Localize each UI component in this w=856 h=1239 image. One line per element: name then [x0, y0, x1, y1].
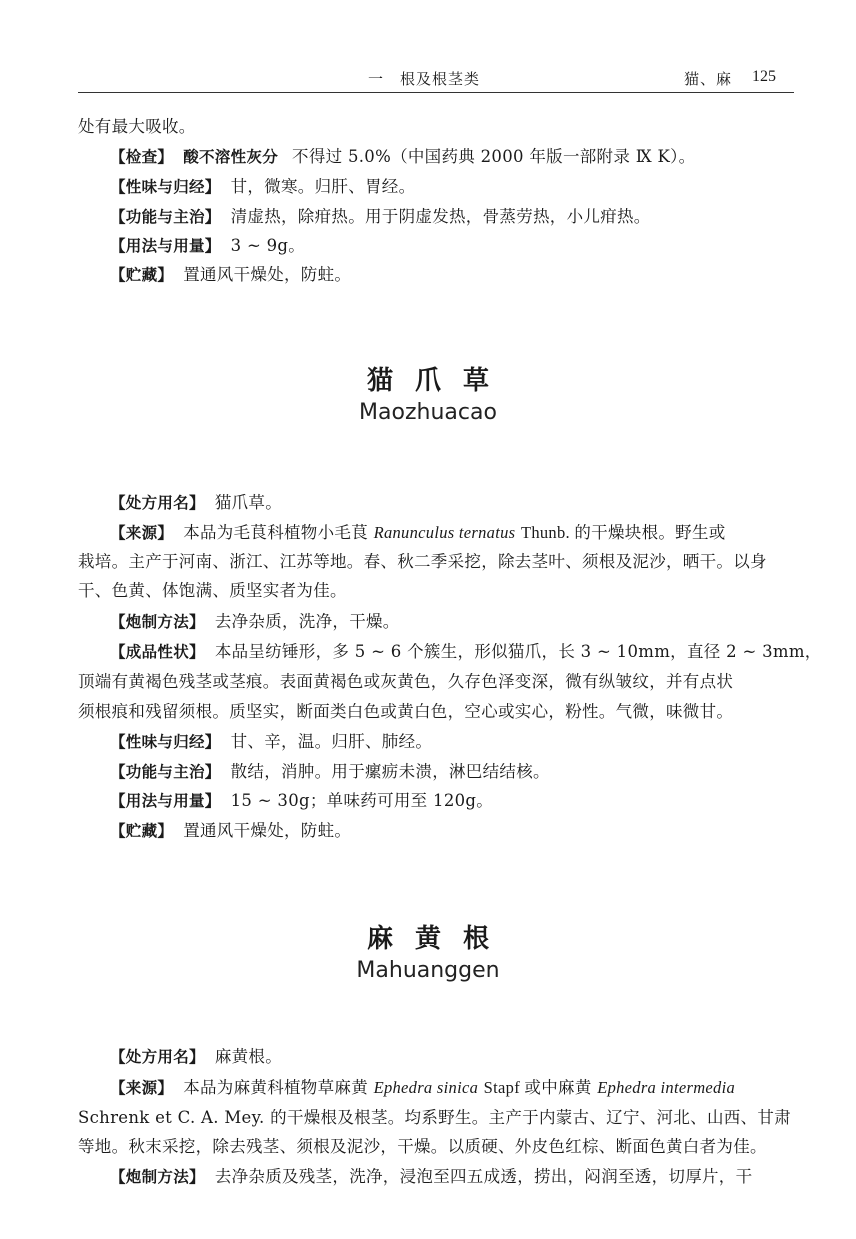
- entry2-proc: [110, 1167, 794, 1187]
- rx-text: 猫爪草。: [214, 493, 283, 512]
- taste-text: 甘、辛，温。归肝、肺经。: [230, 732, 433, 751]
- entry2-rx: [110, 1047, 794, 1067]
- entry1-src: [110, 523, 794, 543]
- proc-text: 去净杂质及残茎，洗净，浸泡至四五成透，捞出，闷润至透，切厚片，干: [214, 1167, 753, 1186]
- func-text: 清虚热，除疳热。用于阴虚发热，骨蒸劳热，小儿疳热。: [230, 207, 651, 226]
- src-latin-1: Ephedra sinica: [373, 1078, 479, 1097]
- src-text-a: 本品为麻黄科植物草麻黄: [183, 1078, 369, 1097]
- entry1-rx: [110, 493, 794, 513]
- entry1-prop-line3: 须根痕和残留须根。质坚实，断面类白色或黄白色，空心或实心，粉性。气微，味微甘。: [78, 702, 734, 721]
- entry2-src: [110, 1078, 794, 1098]
- entry1-dose: [110, 791, 794, 811]
- entry1-src-line2: 栽培。主产于河南、浙江、江苏等地。春、秋二季采挖，除去茎叶、须根及泥沙，晒干。以身: [78, 552, 767, 571]
- store-label: 【贮藏】: [110, 266, 174, 284]
- rx-label: 【处方用名】: [110, 1048, 205, 1066]
- taste-label: 【性味与归经】: [110, 733, 221, 751]
- prop-label: 【成品性状】: [110, 643, 205, 661]
- dose-text: 3 ~ 9g。: [230, 236, 306, 255]
- header-title: 猫、麻: [683, 70, 732, 88]
- entry1-prop: [110, 642, 822, 662]
- src-label: 【来源】: [110, 524, 174, 542]
- func-text: 散结，消肿。用于瘰疬未溃，淋巴结结核。: [230, 762, 550, 781]
- entry1-store: [110, 821, 794, 841]
- prop-text: 本品呈纺锤形，多 5 ~ 6 个簇生，形似猫爪，长 3 ~ 10mm，直径 2 ~ 3mm，: [214, 642, 822, 661]
- entry1-title-en: Maozhuacao: [359, 400, 497, 425]
- store-text: 置通风干燥处，防蛀。: [183, 821, 352, 840]
- entry2-title-cn: 麻黄根: [366, 924, 511, 954]
- entry1-proc: [110, 612, 794, 632]
- prev-dose: [110, 236, 794, 256]
- store-text: 置通风干燥处，防蛀。: [183, 265, 352, 284]
- prev-store: [110, 265, 794, 285]
- src-latin-2: Ephedra intermedia: [597, 1078, 736, 1097]
- check-label: 【检查】: [110, 148, 174, 166]
- rx-text: 麻黄根。: [214, 1047, 283, 1066]
- src-text-b: Thunb. 的干燥块根。野生或: [520, 523, 726, 542]
- entry1-taste: [110, 732, 794, 752]
- entry2-src-line3: 等地。秋末采挖，除去残茎、须根及泥沙，干燥。以质硬、外皮色红棕、断面色黄白者为佳。: [78, 1137, 767, 1156]
- prev-func: [110, 207, 794, 227]
- src-label: 【来源】: [110, 1079, 174, 1097]
- prev-cont-line: 处有最大吸收。: [78, 117, 196, 136]
- src-latin: Ranunculus ternatus: [373, 523, 516, 542]
- entry1-title-cn: 猫爪草: [366, 366, 511, 396]
- store-label: 【贮藏】: [110, 822, 174, 840]
- entry1-prop-line2: 顶端有黄褐色残茎或茎痕。表面黄褐色或灰黄色，久存色泽变深，微有纵皱纹，并有点状: [78, 672, 734, 691]
- entry2-src-line2: Schrenk et C. A. Mey. 的干燥根及根茎。均系野生。主产于内蒙古、辽宁、河北、山西、甘肃: [78, 1108, 791, 1127]
- proc-label: 【炮制方法】: [110, 613, 205, 631]
- taste-label: 【性味与归经】: [110, 178, 221, 196]
- header-section: 一 根及根茎类: [368, 70, 481, 88]
- entry1-func: [110, 762, 794, 782]
- prev-taste: [110, 177, 794, 197]
- prev-check: [110, 147, 794, 167]
- check-item: 酸不溶性灰分: [183, 148, 279, 166]
- proc-text: 去净杂质，洗净，干燥。: [214, 612, 400, 631]
- dose-text: 15 ~ 30g；单味药可用至 120g。: [230, 791, 494, 810]
- proc-label: 【炮制方法】: [110, 1168, 205, 1186]
- func-label: 【功能与主治】: [110, 763, 221, 781]
- src-text-b: Stapf 或中麻黄: [483, 1078, 592, 1097]
- running-header: [78, 64, 794, 93]
- page-number: 125: [752, 68, 776, 85]
- check-text: 不得过 5.0%（中国药典 2000 年版一部附录 Ⅸ K）。: [292, 147, 696, 166]
- func-label: 【功能与主治】: [110, 208, 221, 226]
- src-text-a: 本品为毛茛科植物小毛茛: [183, 523, 369, 542]
- taste-text: 甘，微寒。归肝、胃经。: [230, 177, 416, 196]
- entry2-title-en: Mahuanggen: [356, 958, 500, 983]
- dose-label: 【用法与用量】: [110, 237, 221, 255]
- entry1-src-line3: 干、色黄、体饱满、质坚实者为佳。: [78, 581, 347, 600]
- dose-label: 【用法与用量】: [110, 792, 221, 810]
- rx-label: 【处方用名】: [110, 494, 205, 512]
